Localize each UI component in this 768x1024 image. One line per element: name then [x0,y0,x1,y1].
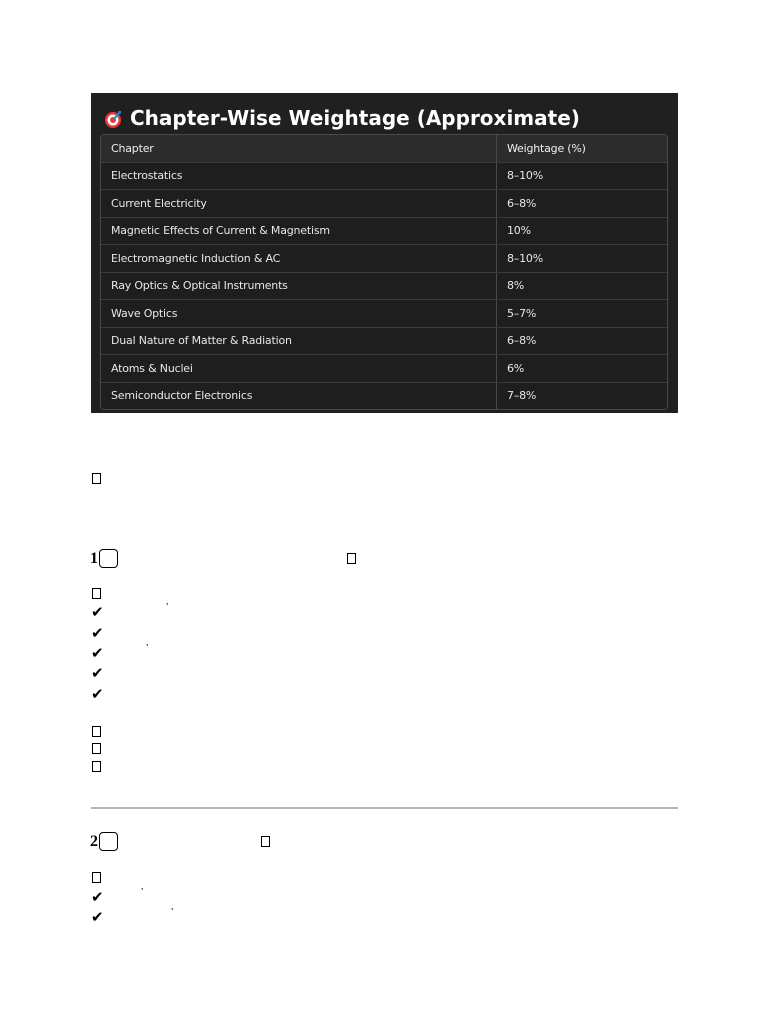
check-mark-icon: ✔ [91,888,104,906]
missing-glyph-icon [92,588,101,601]
weightage-cell: 6% [497,355,668,383]
apostrophe-mark: ’ [146,643,149,654]
keycap-icon [99,832,118,851]
chapter-cell: Semiconductor Electronics [101,382,497,409]
table-row [101,190,667,218]
missing-glyph-icon [92,473,101,486]
chapter-cell: Current Electricity [101,190,497,218]
table-row [101,245,667,273]
missing-glyph-icon [92,726,101,739]
table-row [101,300,667,328]
missing-glyph-icon [92,743,101,756]
table-row [101,382,667,409]
check-mark-icon: ✔ [91,664,104,682]
table-row [101,162,667,190]
chapter-cell: Dual Nature of Matter & Radiation [101,327,497,355]
check-mark-icon: ✔ [91,644,104,662]
chapter-weightage-card [91,93,678,413]
chapter-cell: Atoms & Nuclei [101,355,497,383]
weightage-cell: 6–8% [497,327,668,355]
missing-glyph-icon [347,553,356,566]
table-row [101,272,667,300]
missing-glyph-icon [92,872,101,885]
target-icon [104,109,122,127]
weightage-cell: 10% [497,217,668,245]
weightage-cell: 7–8% [497,382,668,409]
chapter-cell: Wave Optics [101,300,497,328]
card-title [104,100,580,136]
section-2-number: 2 [90,832,98,850]
check-mark-icon: ✔ [91,624,104,642]
table-row [101,217,667,245]
section-1-number: 1 [90,549,98,567]
table-row [101,355,667,383]
weightage-cell: 6–8% [497,190,668,218]
keycap-icon [99,549,118,568]
check-mark-icon: ✔ [91,603,104,621]
check-mark-icon: ✔ [91,908,104,926]
table-header-row [101,135,667,162]
chapter-cell: Magnetic Effects of Current & Magnetism [101,217,497,245]
weightage-cell: 8% [497,272,668,300]
apostrophe-mark: ’ [166,602,169,613]
column-header-chapter: Chapter [101,135,497,162]
apostrophe-mark: ’ [141,887,144,898]
horizontal-rule [91,807,678,809]
card-title-text: Chapter-Wise Weightage (Approximate) [130,106,580,130]
column-header-weightage: Weightage (%) [497,135,668,162]
check-mark-icon: ✔ [91,685,104,703]
weightage-cell: 5–7% [497,300,668,328]
weightage-cell: 8–10% [497,245,668,273]
section-2-heading [90,832,118,851]
chapter-cell: Electromagnetic Induction & AC [101,245,497,273]
weightage-table [100,134,668,410]
missing-glyph-icon [92,761,101,774]
table-row [101,327,667,355]
weightage-cell: 8–10% [497,162,668,190]
chapter-cell: Ray Optics & Optical Instruments [101,272,497,300]
missing-glyph-icon [261,836,270,849]
apostrophe-mark: ’ [171,907,174,918]
section-1-heading [90,549,118,568]
chapter-cell: Electrostatics [101,162,497,190]
